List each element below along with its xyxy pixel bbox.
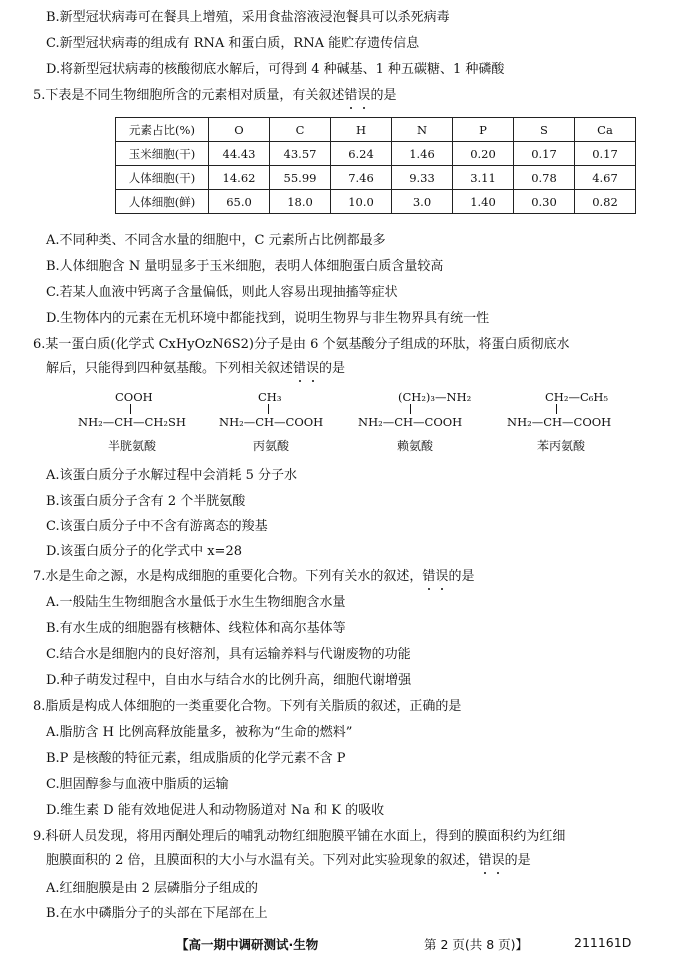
emphasis-char: 错 bbox=[478, 853, 492, 868]
q4-option-d: D.将新型冠状病毒的核酸彻底水解后，可得到 4 种碱基、1 种五碳糖、1 种磷酸 bbox=[46, 62, 505, 77]
backbone-formula: NH₂—CH—COOH bbox=[358, 415, 463, 429]
q9-option-a: A.红细胞膜是由 2 层磷脂分子组成的 bbox=[46, 881, 259, 896]
q9-stem-line1: 9.科研人员发现，将用丙酮处理后的哺乳动物红细胞膜平铺在水面上，得到的膜面积约为红细 bbox=[33, 829, 566, 844]
q4-option-c: C.新型冠状病毒的组成有 RNA 和蛋白质，RNA 能贮存遗传信息 bbox=[46, 36, 420, 51]
table-cell: 0.17 bbox=[575, 142, 636, 166]
q6-stem-line1: 6.某一蛋白质(化学式 CxHyOzN6S2)分子是由 6 个氨基酸分子组成的环肽，将蛋白质彻底水 bbox=[33, 337, 570, 352]
q7-option-b: B.有水生成的细胞器有核糖体、线粒体和高尔基体等 bbox=[46, 621, 346, 636]
table-cell: 3.11 bbox=[453, 166, 514, 190]
table-row bbox=[116, 166, 636, 190]
emphasis-char: 错 bbox=[344, 88, 358, 103]
table-cell: 55.99 bbox=[270, 166, 331, 190]
side-chain-label: CH₃ bbox=[258, 390, 282, 404]
q5-option-a: A.不同种类、不同含水量的细胞中，C 元素所占比例都最多 bbox=[46, 233, 386, 248]
q4-option-b: B.新型冠状病毒可在餐具上增殖，采用食盐溶液浸泡餐具可以杀死病毒 bbox=[46, 10, 450, 25]
q8-option-a: A.脂肪含 H 比例高释放能量多，被称为“生命的燃料” bbox=[46, 725, 353, 740]
bond-line bbox=[268, 404, 269, 414]
amino-acid-name: 半胱氨酸 bbox=[108, 439, 157, 453]
table-cell: 1.46 bbox=[392, 142, 453, 166]
emphasis-char: 错 bbox=[422, 569, 436, 584]
table-header-cell: C bbox=[270, 118, 331, 142]
amino-acid-name: 苯丙氨酸 bbox=[537, 439, 586, 453]
table-cell: 1.40 bbox=[453, 190, 514, 214]
side-chain-label: CH₂—C₆H₅ bbox=[545, 390, 608, 404]
table-cell: 65.0 bbox=[209, 190, 270, 214]
emphasis-char: 误 bbox=[491, 853, 505, 868]
table-cell: 0.30 bbox=[514, 190, 575, 214]
table-header-cell: 元素占比(%) bbox=[116, 118, 209, 142]
table-cell: 9.33 bbox=[392, 166, 453, 190]
table-header-cell: S bbox=[514, 118, 575, 142]
amino-acid-name: 丙氨酸 bbox=[253, 439, 290, 453]
bond-line bbox=[410, 404, 411, 414]
q8-option-b: B.P 是核酸的特征元素，组成脂质的化学元素不含 P bbox=[46, 751, 346, 766]
table-cell: 玉米细胞(干) bbox=[116, 142, 209, 166]
q5-stem: 5.下表是不同生物细胞所含的元素相对质量，有关叙述错误的是 bbox=[33, 88, 397, 103]
backbone-formula: NH₂—CH—CH₂SH bbox=[78, 415, 186, 429]
element-table bbox=[115, 117, 636, 214]
table-cell: 0.17 bbox=[514, 142, 575, 166]
table-cell: 3.0 bbox=[392, 190, 453, 214]
table-cell: 18.0 bbox=[270, 190, 331, 214]
table-cell: 4.67 bbox=[575, 166, 636, 190]
q6-option-b: B.该蛋白质分子含有 2 个半胱氨酸 bbox=[46, 494, 246, 509]
q5-option-d: D.生物体内的元素在无机环境中都能找到，说明生物界与非生物界具有统一性 bbox=[46, 311, 490, 326]
table-cell: 7.46 bbox=[331, 166, 392, 190]
q8-stem: 8.脂质是构成人体细胞的一类重要化合物。下列有关脂质的叙述，正确的是 bbox=[33, 699, 462, 714]
q6-option-d: D.该蛋白质分子的化学式中 x=28 bbox=[46, 544, 242, 559]
table-cell: 0.82 bbox=[575, 190, 636, 214]
table-cell: 人体细胞(鲜) bbox=[116, 190, 209, 214]
table-cell: 43.57 bbox=[270, 142, 331, 166]
table-header-row bbox=[116, 118, 636, 142]
q9-option-b: B.在水中磷脂分子的头部在下尾部在上 bbox=[46, 906, 268, 921]
table-row bbox=[116, 190, 636, 214]
footer-title: 【高一期中调研测试·生物 bbox=[176, 937, 319, 952]
emphasis-char: 误 bbox=[435, 569, 449, 584]
table-cell: 0.20 bbox=[453, 142, 514, 166]
table-row bbox=[116, 142, 636, 166]
table-cell: 人体细胞(干) bbox=[116, 166, 209, 190]
side-chain-label: (CH₂)₃—NH₂ bbox=[398, 390, 472, 404]
backbone-formula: NH₂—CH—COOH bbox=[219, 415, 324, 429]
bond-line bbox=[556, 404, 557, 414]
table-header-cell: H bbox=[331, 118, 392, 142]
q6-stem-line2: 解后，只能得到四种氨基酸。下列相关叙述错误的是 bbox=[46, 361, 346, 376]
side-chain-label: COOH bbox=[115, 390, 153, 404]
q5-option-b: B.人体细胞含 N 量明显多于玉米细胞，表明人体细胞蛋白质含量较高 bbox=[46, 259, 444, 274]
q7-option-a: A.一般陆生生物细胞含水量低于水生生物细胞含水量 bbox=[46, 595, 346, 610]
q6-option-a: A.该蛋白质分子水解过程中会消耗 5 分子水 bbox=[46, 468, 298, 483]
page-footer bbox=[0, 932, 677, 956]
amino-acid-name: 赖氨酸 bbox=[397, 439, 434, 453]
q7-option-c: C.结合水是细胞内的良好溶剂，具有运输养料与代谢废物的功能 bbox=[46, 647, 411, 662]
table-cell: 10.0 bbox=[331, 190, 392, 214]
q9-stem-line2: 胞膜面积的 2 倍，且膜面积的大小与水温有关。下列对此实验现象的叙述，错误的是 bbox=[46, 853, 531, 868]
q7-option-d: D.种子萌发过程中，自由水与结合水的比例升高，细胞代谢增强 bbox=[46, 673, 412, 688]
q5-option-c: C.若某人血液中钙离子含量偏低，则此人容易出现抽搐等症状 bbox=[46, 285, 398, 300]
q8-option-c: C.胆固醇参与血液中脂质的运输 bbox=[46, 777, 229, 792]
table-header-cell: O bbox=[209, 118, 270, 142]
table-header-cell: P bbox=[453, 118, 514, 142]
emphasis-char: 误 bbox=[306, 361, 320, 376]
footer-page-number: 第 2 页(共 8 页)】 bbox=[424, 937, 529, 952]
emphasis-char: 错 bbox=[293, 361, 307, 376]
table-header-cell: N bbox=[392, 118, 453, 142]
table-cell: 44.43 bbox=[209, 142, 270, 166]
table-cell: 14.62 bbox=[209, 166, 270, 190]
emphasis-char: 误 bbox=[357, 88, 371, 103]
q7-stem: 7.水是生命之源，水是构成细胞的重要化合物。下列有关水的叙述，错误的是 bbox=[33, 569, 475, 584]
table-cell: 0.78 bbox=[514, 166, 575, 190]
footer-exam-code: 211161D bbox=[574, 935, 632, 950]
backbone-formula: NH₂—CH—COOH bbox=[507, 415, 612, 429]
bond-line bbox=[130, 404, 131, 414]
table-header-cell: Ca bbox=[575, 118, 636, 142]
table-cell: 6.24 bbox=[331, 142, 392, 166]
q6-option-c: C.该蛋白质分子中不含有游离态的羧基 bbox=[46, 519, 268, 534]
q8-option-d: D.维生素 D 能有效地促进人和动物肠道对 Na 和 K 的吸收 bbox=[46, 803, 385, 818]
